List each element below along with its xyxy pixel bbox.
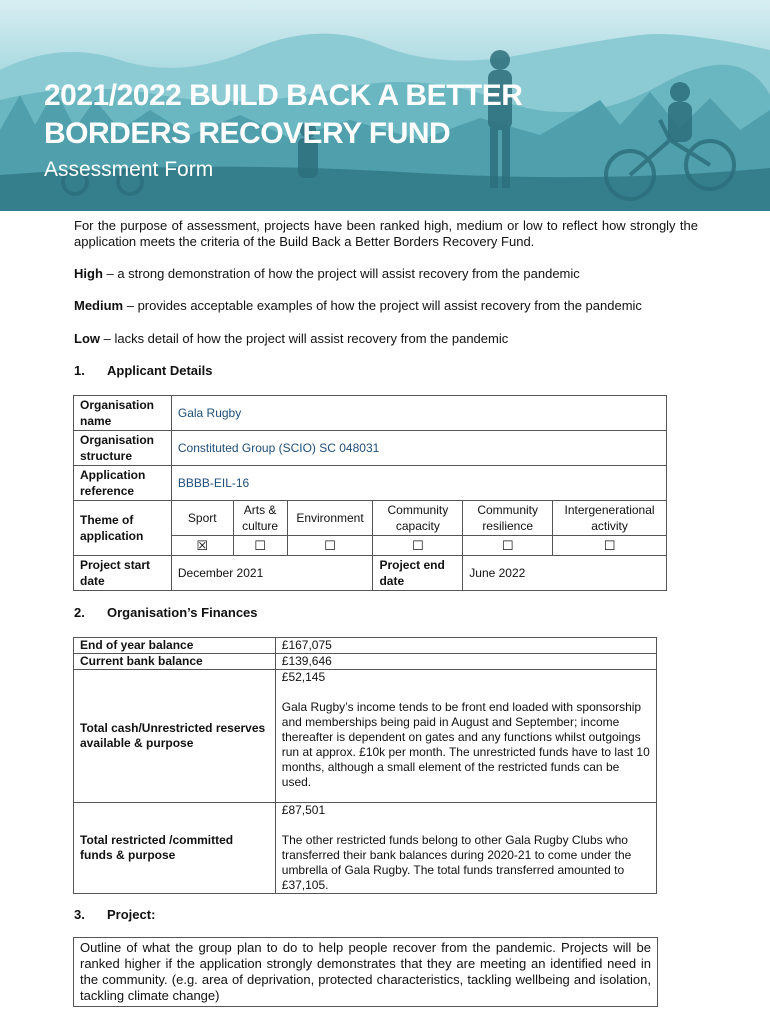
theme-sport-checkbox[interactable]: ☒	[171, 536, 233, 556]
eoy-balance-label: End of year balance	[74, 638, 276, 654]
section-title: Organisation’s Finances	[107, 605, 258, 620]
bank-balance-value: £139,646	[275, 654, 656, 670]
theme-resilience-checkbox[interactable]: ☐	[463, 536, 553, 556]
end-date-label: Project end date	[373, 556, 463, 591]
section-title: Applicant Details	[107, 363, 213, 378]
table-row	[74, 501, 667, 536]
section-finances-heading	[74, 605, 258, 620]
app-ref-label: Application reference	[74, 466, 172, 501]
unrestricted-amount: £52,145	[281, 670, 326, 684]
ranking-medium	[74, 298, 698, 314]
org-structure-label: Organisation structure	[74, 431, 172, 466]
start-date-label: Project start date	[74, 556, 172, 591]
banner-title-line1: 2021/2022 BUILD BACK A BETTER	[44, 79, 523, 112]
section-title: Project:	[107, 907, 156, 922]
theme-intergenerational-checkbox[interactable]: ☐	[553, 536, 667, 556]
finances-table	[73, 637, 657, 894]
org-structure-value: Constituted Group (SCIO) SC 048031	[171, 431, 666, 466]
table-row	[74, 803, 657, 894]
start-date-value: December 2021	[171, 556, 373, 591]
table-row	[74, 396, 667, 431]
bank-balance-label: Current bank balance	[74, 654, 276, 670]
theme-arts-checkbox[interactable]: ☐	[233, 536, 287, 556]
unrestricted-purpose: Gala Rugby’s income tends to be front end loaded with sponsorship and memberships being paid in August and September; income thereafter is dependent on gates and any functions whilst outgoings run at approx. £10k per month. The unrestricted funds have to last 10 months, although a small element of the restricted funds can be used.	[281, 700, 650, 789]
section-applicant-details-heading	[74, 363, 212, 378]
table-row	[74, 466, 667, 501]
restricted-amount: £87,501	[281, 803, 326, 817]
app-ref-value: BBBB-EIL-16	[171, 466, 666, 501]
ranking-low	[74, 331, 698, 347]
table-row	[74, 638, 657, 654]
theme-sport-label: Sport	[171, 501, 233, 536]
org-name-value: Gala Rugby	[171, 396, 666, 431]
ranking-high-text: – a strong demonstration of how the project will assist recovery from the pandemic	[102, 266, 580, 281]
theme-intergenerational-label: Intergenerational activity	[553, 501, 667, 536]
applicant-details-table	[73, 395, 667, 591]
ranking-high	[74, 266, 698, 282]
table-row	[74, 654, 657, 670]
ranking-high-label: High	[74, 266, 103, 281]
theme-label: Theme of application	[74, 501, 172, 556]
intro-paragraph: For the purpose of assessment, projects have been ranked high, medium or low to reflect how strongly the application meets the criteria of the Build Back a Better Borders Recovery Fund.	[74, 218, 698, 249]
table-row	[74, 556, 667, 591]
ranking-low-label: Low	[74, 331, 100, 346]
theme-capacity-label: Community capacity	[373, 501, 463, 536]
unrestricted-label: Total cash/Unrestricted reserves available & purpose	[74, 670, 276, 803]
restricted-label: Total restricted /committed funds & purpose	[74, 803, 276, 894]
banner-title-line2: BORDERS RECOVERY FUND	[44, 117, 451, 150]
restricted-purpose: The other restricted funds belong to other Gala Rugby Clubs who transferred their bank balances during 2020-21 to come under the umbrella of Gala Rugby. The total funds transferred amounted to £37,105.	[281, 833, 632, 892]
theme-capacity-checkbox[interactable]: ☐	[373, 536, 463, 556]
section-project-heading	[74, 907, 155, 922]
theme-environment-label: Environment	[287, 501, 373, 536]
header-banner	[0, 0, 770, 211]
banner-subtitle: Assessment Form	[44, 158, 214, 181]
table-row	[74, 670, 657, 803]
end-date-value: June 2022	[463, 556, 667, 591]
org-name-label: Organisation name	[74, 396, 172, 431]
ranking-low-text: – lacks detail of how the project will assist recovery from the pandemic	[100, 331, 509, 346]
unrestricted-cell	[275, 670, 656, 803]
project-outline-box: Outline of what the group plan to do to help people recover from the pandemic. Projects will be ranked higher if the application strongly demonstrates that they are meeting an identified need in the community. (e.g. area of deprivation, protected characteristics, tackling wellbeing and isolation, tackling climate change)	[73, 937, 658, 1007]
ranking-medium-label: Medium	[74, 298, 124, 313]
section-number: 3.	[74, 907, 85, 922]
theme-resilience-label: Community resilience	[463, 501, 553, 536]
section-number: 2.	[74, 605, 85, 620]
ranking-medium-text: – provides acceptable examples of how the project will assist recovery from the pandemic	[123, 298, 642, 313]
restricted-cell	[275, 803, 656, 894]
section-number: 1.	[74, 363, 85, 378]
eoy-balance-value: £167,075	[275, 638, 656, 654]
theme-arts-label: Arts & culture	[233, 501, 287, 536]
theme-environment-checkbox[interactable]: ☐	[287, 536, 373, 556]
table-row	[74, 431, 667, 466]
